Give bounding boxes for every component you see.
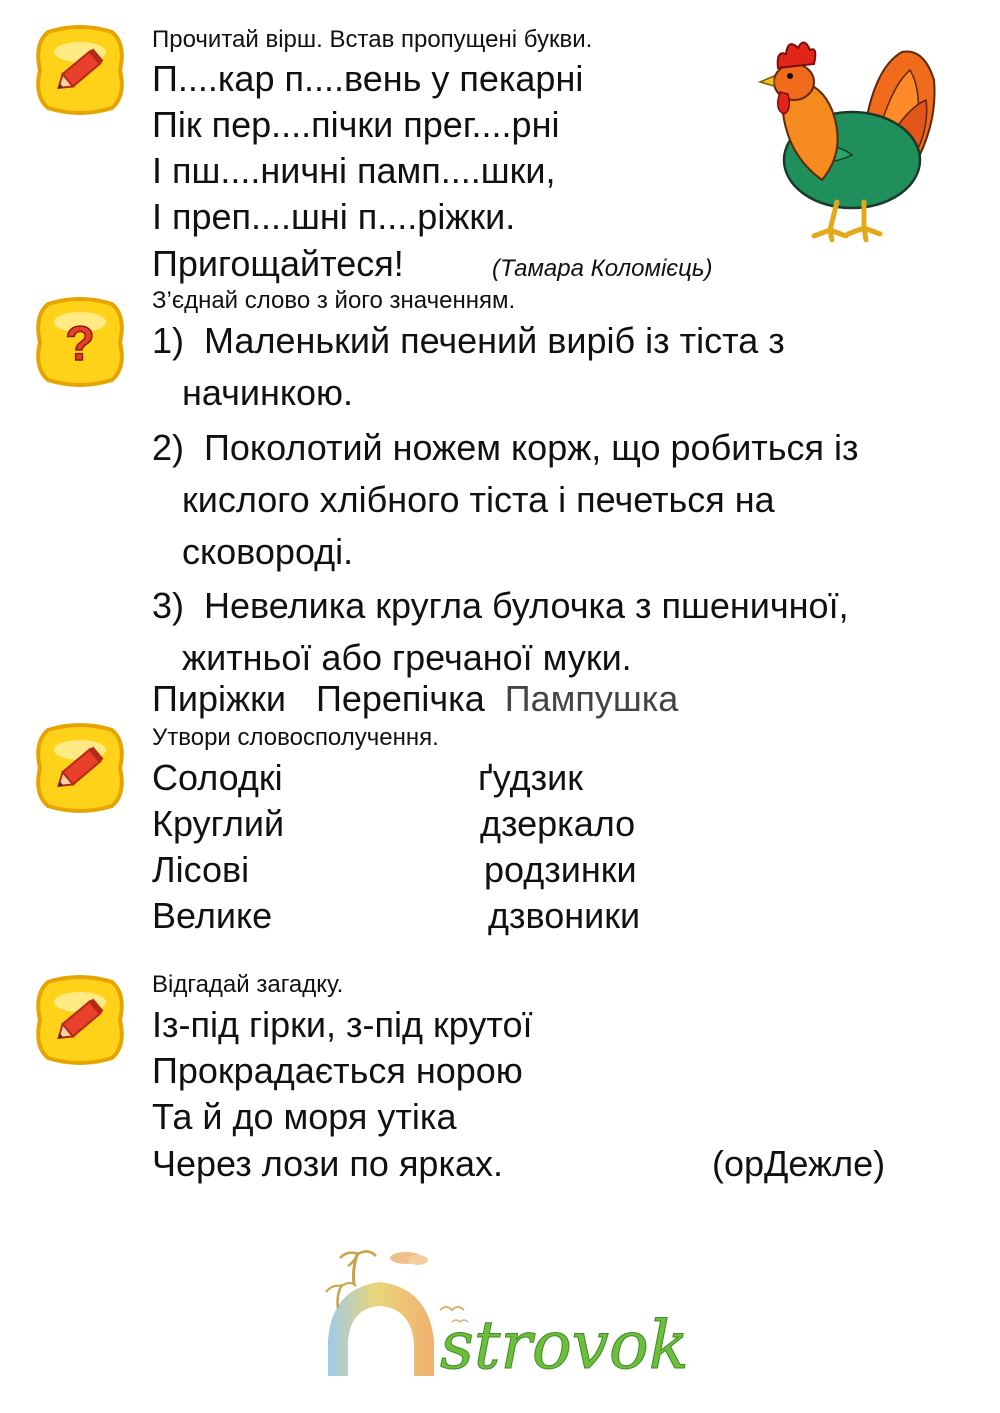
question-badge-icon <box>34 296 126 388</box>
riddle-line-4: Через лози по ярках. <box>152 1143 504 1184</box>
rooster-illustration <box>752 30 942 242</box>
task2-instruction: З’єднай слово з його значенням. <box>152 287 516 314</box>
ostrovok-logo <box>318 1248 758 1388</box>
definition-item-2 <box>152 422 972 578</box>
item-number: 1) <box>152 320 185 361</box>
riddle-line-1: Із-під гірки, з-під крутої <box>152 1004 533 1045</box>
task3-instruction: Утвори словосполучення. <box>152 724 439 751</box>
poem-line-5: Пригощайтеся! <box>152 243 404 284</box>
definition-item-1 <box>152 315 972 419</box>
item-text: Невелика кругла булочка з пшеничної, <box>204 585 849 626</box>
riddle-line-3: Та й до моря утіка <box>152 1096 457 1137</box>
right-word-4: дзвоники <box>488 895 641 936</box>
pencil-badge-icon <box>34 974 126 1066</box>
item-text: Маленький печений виріб із тіста з <box>204 320 785 361</box>
item-text: Поколотий ножем корж, що робиться із <box>204 427 859 468</box>
item-text-cont: кислого хлібного тіста і печеться на <box>182 479 775 520</box>
right-word-1: ґудзик <box>478 757 583 798</box>
left-word-1: Солодкі <box>152 757 283 798</box>
item-text-cont: начинкою. <box>182 372 354 413</box>
logo-text: strovok <box>440 1307 689 1384</box>
poem-line-4: І преп....шні п....ріжки. <box>152 196 516 237</box>
poem-line-1: П....кар п....вень у пекарні <box>152 58 584 99</box>
word-pampushka[interactable]: Пампушка <box>504 678 679 719</box>
left-word-4: Велике <box>152 895 273 936</box>
item-text-cont: житньої або гречаної муки. <box>182 637 632 678</box>
svg-text:?: ? <box>65 318 95 371</box>
pencil-badge-icon <box>34 24 126 116</box>
riddle-hint: (орДежле) <box>712 1143 886 1184</box>
pencil-badge-icon <box>34 722 126 814</box>
right-word-2: дзеркало <box>480 803 636 844</box>
word-pyrizhky[interactable]: Пиріжки <box>152 678 286 719</box>
poem-line-2: Пік пер....пічки прег....рні <box>152 104 560 145</box>
answer-words <box>152 676 678 722</box>
item-text-cont: сковороді. <box>182 531 354 572</box>
word-perepichka[interactable]: Перепічка <box>315 678 485 719</box>
left-word-3: Лісові <box>152 849 250 890</box>
item-number: 2) <box>152 427 185 468</box>
poem-author: (Тамара Коломієць) <box>492 255 713 282</box>
task1-instruction: Прочитай вірш. Встав пропущені букви. <box>152 26 593 53</box>
left-word-2: Круглий <box>152 803 285 844</box>
riddle-line-2: Прокрадається норою <box>152 1050 523 1091</box>
definition-item-3 <box>152 580 972 684</box>
item-number: 3) <box>152 585 185 626</box>
poem-line-3: І пш....ничні памп....шки, <box>152 150 556 191</box>
task4-instruction: Відгадай загадку. <box>152 971 344 998</box>
right-word-3: родзинки <box>484 849 637 890</box>
